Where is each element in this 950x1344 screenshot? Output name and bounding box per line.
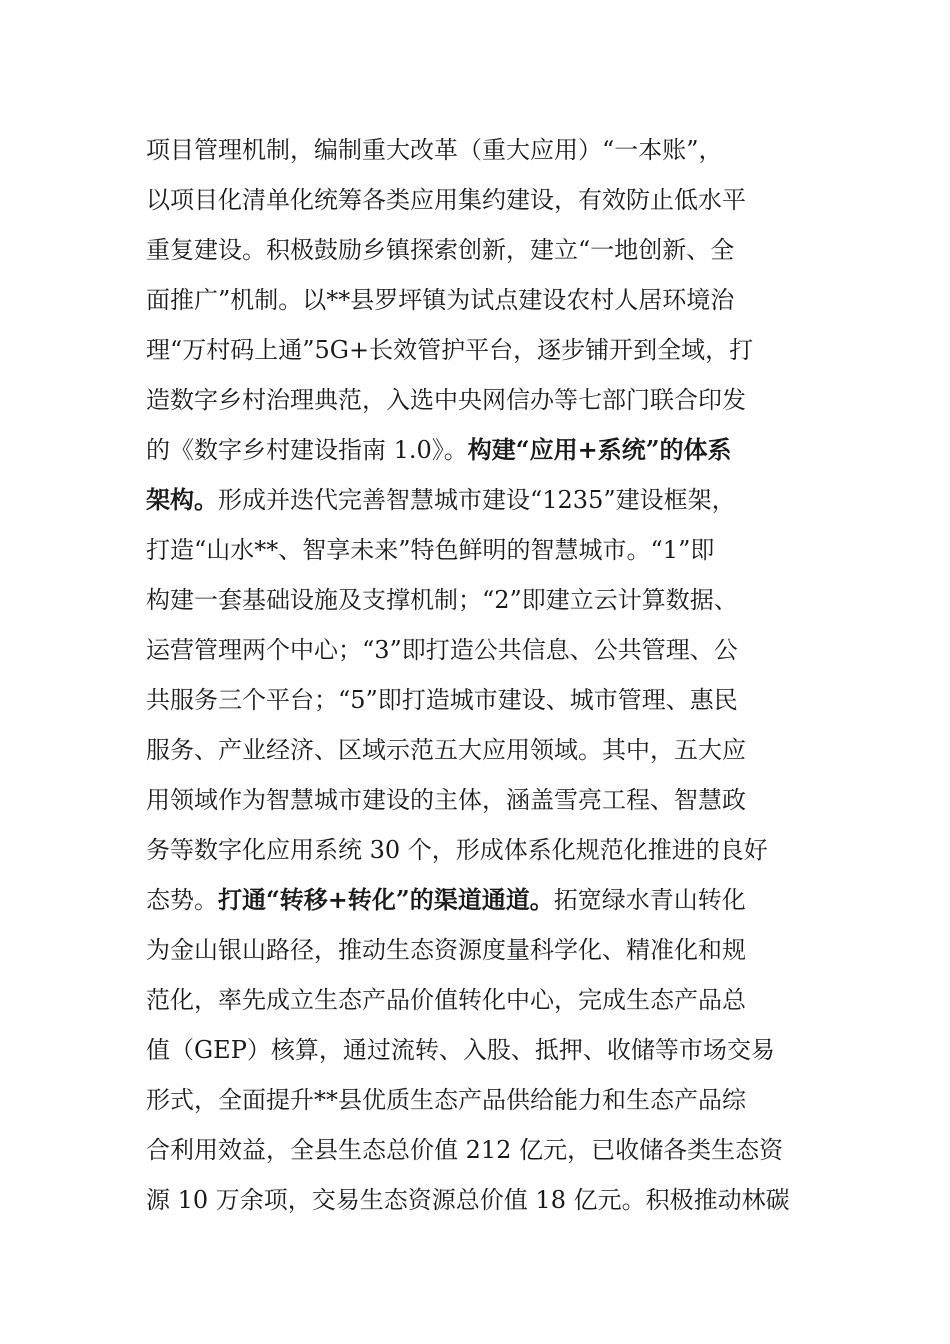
text-line bbox=[146, 177, 806, 227]
text-line bbox=[146, 627, 806, 677]
paragraph-text: 造数字乡村治理典范，入选中央网信办等七部门联合印发 bbox=[146, 386, 746, 414]
paragraph-text: 打造“山水**、智享未来”特色鲜明的智慧城市。“1”即 bbox=[146, 536, 715, 564]
text-line bbox=[146, 327, 806, 377]
text-line bbox=[146, 277, 806, 327]
paragraph-text: 形成并迭代完善智慧城市建设“1235”建设框架， bbox=[218, 486, 736, 514]
bold-heading-text: 构建“应用+系统”的体系 bbox=[467, 435, 732, 464]
text-line bbox=[146, 1177, 806, 1227]
text-line bbox=[146, 427, 806, 477]
text-line bbox=[146, 127, 806, 177]
paragraph-text: 面推广”机制。以**县罗坪镇为试点建设农村人居环境治 bbox=[146, 286, 735, 314]
paragraph-text: 构建一套基础设施及支撑机制；“2”即建立云计算数据、 bbox=[146, 586, 738, 614]
paragraph-text: 为金山银山路径，推动生态资源度量科学化、精准化和规 bbox=[146, 936, 746, 964]
paragraph-text: 范化，率先成立生态产品价值转化中心，完成生态产品总 bbox=[146, 986, 746, 1014]
paragraph-text: 运营管理两个中心；“3”即打造公共信息、公共管理、公 bbox=[146, 636, 738, 664]
text-line bbox=[146, 977, 806, 1027]
text-line bbox=[146, 1077, 806, 1127]
paragraph-text: 拓宽绿水青山转化 bbox=[553, 886, 746, 914]
text-line bbox=[146, 727, 806, 777]
body-text bbox=[146, 127, 806, 1227]
text-line bbox=[146, 1027, 806, 1077]
paragraph-text: 重复建设。积极鼓励乡镇探索创新，建立“一地创新、全 bbox=[146, 236, 735, 264]
paragraph-text: 态势。 bbox=[146, 886, 218, 914]
text-line bbox=[146, 777, 806, 827]
text-line bbox=[146, 877, 806, 927]
paragraph-text: 共服务三个平台；“5”即打造城市建设、城市管理、惠民 bbox=[146, 686, 738, 714]
paragraph-text: 值（GEP）核算，通过流转、入股、抵押、收储等市场交易 bbox=[146, 1036, 775, 1064]
bold-heading-text: 打通“转移+转化”的渠道通道。 bbox=[218, 885, 554, 914]
text-line bbox=[146, 527, 806, 577]
bold-heading-text: 架构。 bbox=[146, 485, 218, 514]
text-line bbox=[146, 227, 806, 277]
text-line bbox=[146, 377, 806, 427]
paragraph-text: 项目管理机制，编制重大改革（重大应用）“一本账”， bbox=[146, 136, 723, 164]
paragraph-text: 源 10 万余项，交易生态资源总价值 18 亿元。积极推动林碳 bbox=[146, 1186, 790, 1214]
paragraph-text: 的《数字乡村建设指南 1.0》。 bbox=[146, 436, 468, 464]
paragraph-text: 用领域作为智慧城市建设的主体，涵盖雪亮工程、智慧政 bbox=[146, 786, 746, 814]
text-line bbox=[146, 827, 806, 877]
text-line bbox=[146, 1127, 806, 1177]
text-line bbox=[146, 477, 806, 527]
paragraph-text: 务等数字化应用系统 30 个，形成体系化规范化推进的良好 bbox=[146, 836, 768, 864]
text-line bbox=[146, 577, 806, 627]
paragraph-text: 服务、产业经济、区域示范五大应用领域。其中，五大应 bbox=[146, 736, 746, 764]
paragraph-text: 以项目化清单化统筹各类应用集约建设，有效防止低水平 bbox=[146, 186, 746, 214]
paragraph-text: 合利用效益，全县生态总价值 212 亿元，已收储各类生态资 bbox=[146, 1136, 784, 1164]
paragraph-text: 形式，全面提升**县优质生态产品供给能力和生态产品综 bbox=[146, 1086, 746, 1114]
text-line bbox=[146, 927, 806, 977]
text-line bbox=[146, 677, 806, 727]
paragraph-text: 理“万村码上通”5G+长效管护平台，逐步铺开到全域，打 bbox=[146, 336, 754, 364]
